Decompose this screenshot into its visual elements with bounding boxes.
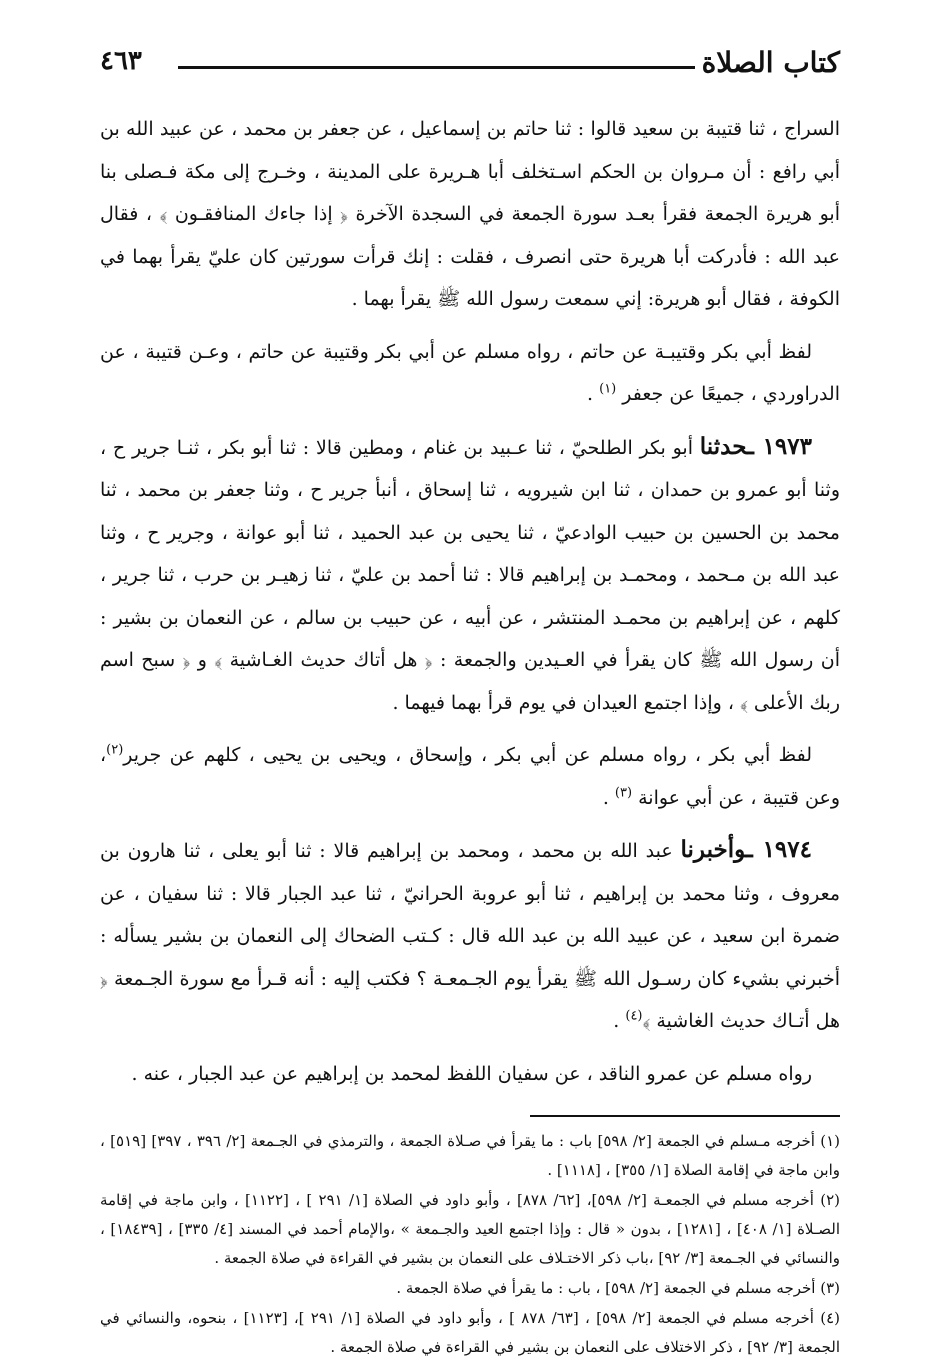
hadith-number-1974: ١٩٧٤ ـ [746,836,812,863]
page [100,40,840,1363]
hadith-1973 [100,426,840,725]
hadith-keyword-1974: وأخبرنا [680,836,747,863]
footnote-ref-3: (٣) [614,785,633,801]
footnote-2: (٢) أخرجه مسلم في الجمعـة [٢/ ٥٩٨]، [٦٢/ ٨٧٨] ، وأبو داود في الصلاة [١/ ٢٩١ ] ، [١١٢٢] ، وابن ماجة في إقامة الصـلاة [١/ ٤٠٨] ، [١٢٨١] ، بدون « قال : وإذا اجتمع العيد والجـمعة » ،والإمام أحمد في المسند [٤/ ٣٣٥] ، [١٨٤٣٩] ، والنسائي في الجـمعة [٣/ ٩٢] ،باب ذكر الاختـلاف على النعمان بن بشير في القراءة في صلاة الجمعة . [100,1191,841,1267]
paragraph-4-end: . [602,786,615,809]
paragraph-2-text: لفظ أبي بكر وقتيبـة عن حاتم ، رواه مسلم عن أبي بكر وقتيبة عن حاتم ، وعـن قتيبة ، عن الدراوردي ، جميعًا عن جعفر [100,340,840,405]
hadith-1974 [100,829,840,1043]
paragraph-1 [100,108,840,321]
footnote-1: (١) أخرجه مـسلم في الجمعة [٢/ ٥٩٨] باب : ما يقرأ في صـلاة الجمعة ، والترمذي في الجـمعة [٢/ ٣٩٦ ، ٣٩٧] [٥١٩] ، وابن ماجة في إقامة الصلاة [١/ ٣٥٥] ، [١١١٨] . [100,1132,840,1179]
header-rule [178,66,695,69]
footnote-4: (٤) أخرجه مسلم في الجمعة [٢/ ٥٩٨] ، [٦٣/ ٨٧٨ ] ، وأبو داود في الصلاة [١/ ٢٩١ ]، [١١٢٣] ، بنحوه، والنسائي في الجمعة [٣/ ٩٢] ، ذكر الاختلاف على النعمان بن بشير في القراءة في صلاة الجمعة . [100,1309,840,1356]
running-header [100,40,840,90]
paragraph-6-text: رواه مسلم عن عمرو الناقد ، عن سفيان اللفظ لمحمد بن إبراهيم عن عبد الجبار ، عنه . [131,1062,812,1085]
footnotes [100,1127,840,1362]
hadith-1974-end: . [613,1010,626,1032]
footnote-ref-2: (٢) [106,742,124,758]
paragraph-4 [100,734,840,819]
hadith-keyword-1973: حدثنا [699,432,748,460]
footnote-ref-4: (٤) [625,1008,643,1024]
footnote-3: (٣) أخرجه مسلم في الجمعة [٢/ ٥٩٨] ، باب : ما يقرأ في صلاة الجمعة . [396,1279,840,1297]
hadith-number-1973: ١٩٧٣ ـ [747,432,812,460]
hadith-1974-text: عبد الله بن محمد ، ومحمد بن إبراهيم قالا : ثنا أبو يعلى ، ثنا هارون بن معروف ، وثنا محمد بن إبراهيم ، ثنا أبو عروبة الحرانيّ ، ثنا عبد الجبار قالا : ثنا سفيان ، عن ضمرة ابن سعيد ، عن عبيد الله بن عبد الله قال : كـتب الضحاك إلى النعمان بن بشير يسأله : أخبرني بشيء كان رسـول الله ﷺ يقرأ يوم الجـمعـة ؟ فكتب إليه : أنه قـرأ مع سورة الجـمعة ﴿ هل أتـاك حديث الغاشية ﴾ [100,840,841,1032]
paragraph-2-end: . [587,383,600,405]
paragraph-2 [100,331,840,416]
paragraph-1-text: السراج ، ثنا قتيبة بن سعيد قالوا : ثنا حاتم بن إسماعيل ، عن جعفر بن محمد ، عن عبيد الله بن أبي رافع : أن مـروان بن الحكم اسـتخلف أبا هـريرة على المدينة ، وخـرج إلى مكة فـصلى بنا أبو هريرة الجمعة فقرأ بعـد سورة الجمعة في السجدة الآخرة ﴿ إذا جاءك المنافقـون ﴾ ، فقال عبد الله : فأدركت أبا هريرة حتى انصرف ، فقلت : إنك قرأت سورتين كان عليّ يقرأ بهما في الكوفة ، فقال أبو هريرة: إني سمعت رسول الله ﷺ يقرأ بهما . [100,118,840,310]
paragraph-6 [100,1053,840,1096]
footnote-ref-1: (١) [599,381,617,397]
hadith-1973-text: أبو بكر الطلحيّ ، ثنا عـبيد بن غنام ، ومطين قالا : ثنا أبو بكر ، ثنـا جرير ح ، وثنا أبو عمرو بن حمدان ، ثنا ابن شيرويه ، ثنا إسحاق ، أنبأ جرير ح ، وثنا جعفر بن محمد ، ثنا محمد بن الحسين بن حبيب الوادعيّ ، ثنا يحيى بن عبد الحميد ، ثنا أبو عوانة ، وجرير ح ، وثنا عبد الله بن مـحمد ، ومحمـد بن إبراهيم قالا : ثنا أحمد بن عليّ ، ثنا زهيـر بن حرب ، ثنا جرير ، كلهم ، عن إبراهيم بن محمـد المنتشر ، عن أبيه ، عن حبيب بن سالم ، عن النعمان بن بشير : أن رسول الله ﷺ كان يقرأ في العـيدين والجمعة : ﴿ هل أتاك حديث الغـاشية ﴾ و ﴿ سبح اسم ربك الأعلى ﴾ ، وإذا اجتمع العيدان في يوم قرأ بهما فيهما . [100,436,840,714]
paragraph-4-text-a: لفظ أبي بكر ، رواه مسلم عن أبي بكر ، وإسحاق ، ويحيى بن يحيى ، كلهم عن جرير [123,744,812,766]
page-number: ٤٦٣ [100,46,142,76]
chapter-title: كتاب الصلاة [701,46,840,79]
footnote-separator [530,1115,840,1117]
paragraph-4-text-b: ، وعن قتيبة ، عن أبي عوانة [100,744,840,809]
body-text [100,108,840,1095]
